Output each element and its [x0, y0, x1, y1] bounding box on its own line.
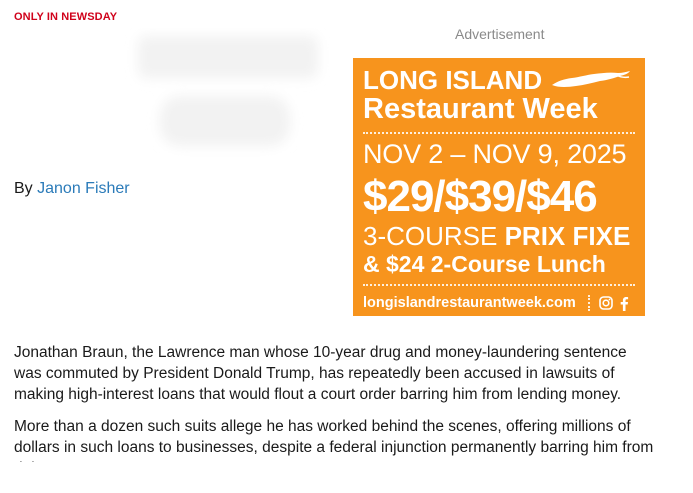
byline-prefix: By: [14, 180, 33, 197]
article-paragraph: Jonathan Braun, the Lawrence man whose 10-year drug and money-laundering sentence was commuted by President Donald Trump, has repeatedly been accused in lawsuits of making high-interest loans that would flout a court order barring him from lending money.: [14, 344, 627, 403]
author-link[interactable]: Janon Fisher: [37, 180, 130, 197]
ad-divider: [363, 132, 635, 134]
ad-course-thin: 3-COURSE: [363, 221, 498, 251]
ad-course-line: [363, 223, 635, 249]
ad-prices: $29/$39/$46: [363, 172, 597, 221]
instagram-icon[interactable]: [599, 296, 613, 310]
ad-footer-separator: [588, 295, 590, 311]
content-cutoff: [0, 462, 693, 493]
ad-dates: NOV 2 – NOV 9, 2025: [363, 139, 627, 169]
ad-headline-row: [363, 67, 635, 93]
ad-line-long-island: LONG ISLAND: [363, 65, 543, 95]
ad-course-bold: PRIX FIXE: [504, 221, 631, 251]
restaurant-week-ad[interactable]: [353, 58, 645, 316]
facebook-icon[interactable]: [619, 296, 629, 311]
byline: [14, 180, 130, 198]
ad-divider-bottom: [363, 284, 635, 286]
ad-line-restaurant-week: Restaurant Week: [363, 93, 598, 125]
advertisement-label: Advertisement: [455, 26, 545, 42]
blurred-logo-image: [120, 28, 330, 158]
long-island-map-icon: [550, 69, 632, 91]
article-paragraph: More than a dozen such suits allege he has worked behind the scenes, offering millions of dollars in such loans to businesses, despite a federal injunction permanently barring him from: [14, 418, 654, 456]
ad-lunch-line: & $24 2-Course Lunch: [363, 251, 606, 277]
ad-url[interactable]: longislandrestaurantweek.com: [363, 294, 576, 311]
ad-footer: [363, 295, 635, 311]
exclusive-tag: ONLY IN NEWSDAY: [14, 11, 118, 23]
